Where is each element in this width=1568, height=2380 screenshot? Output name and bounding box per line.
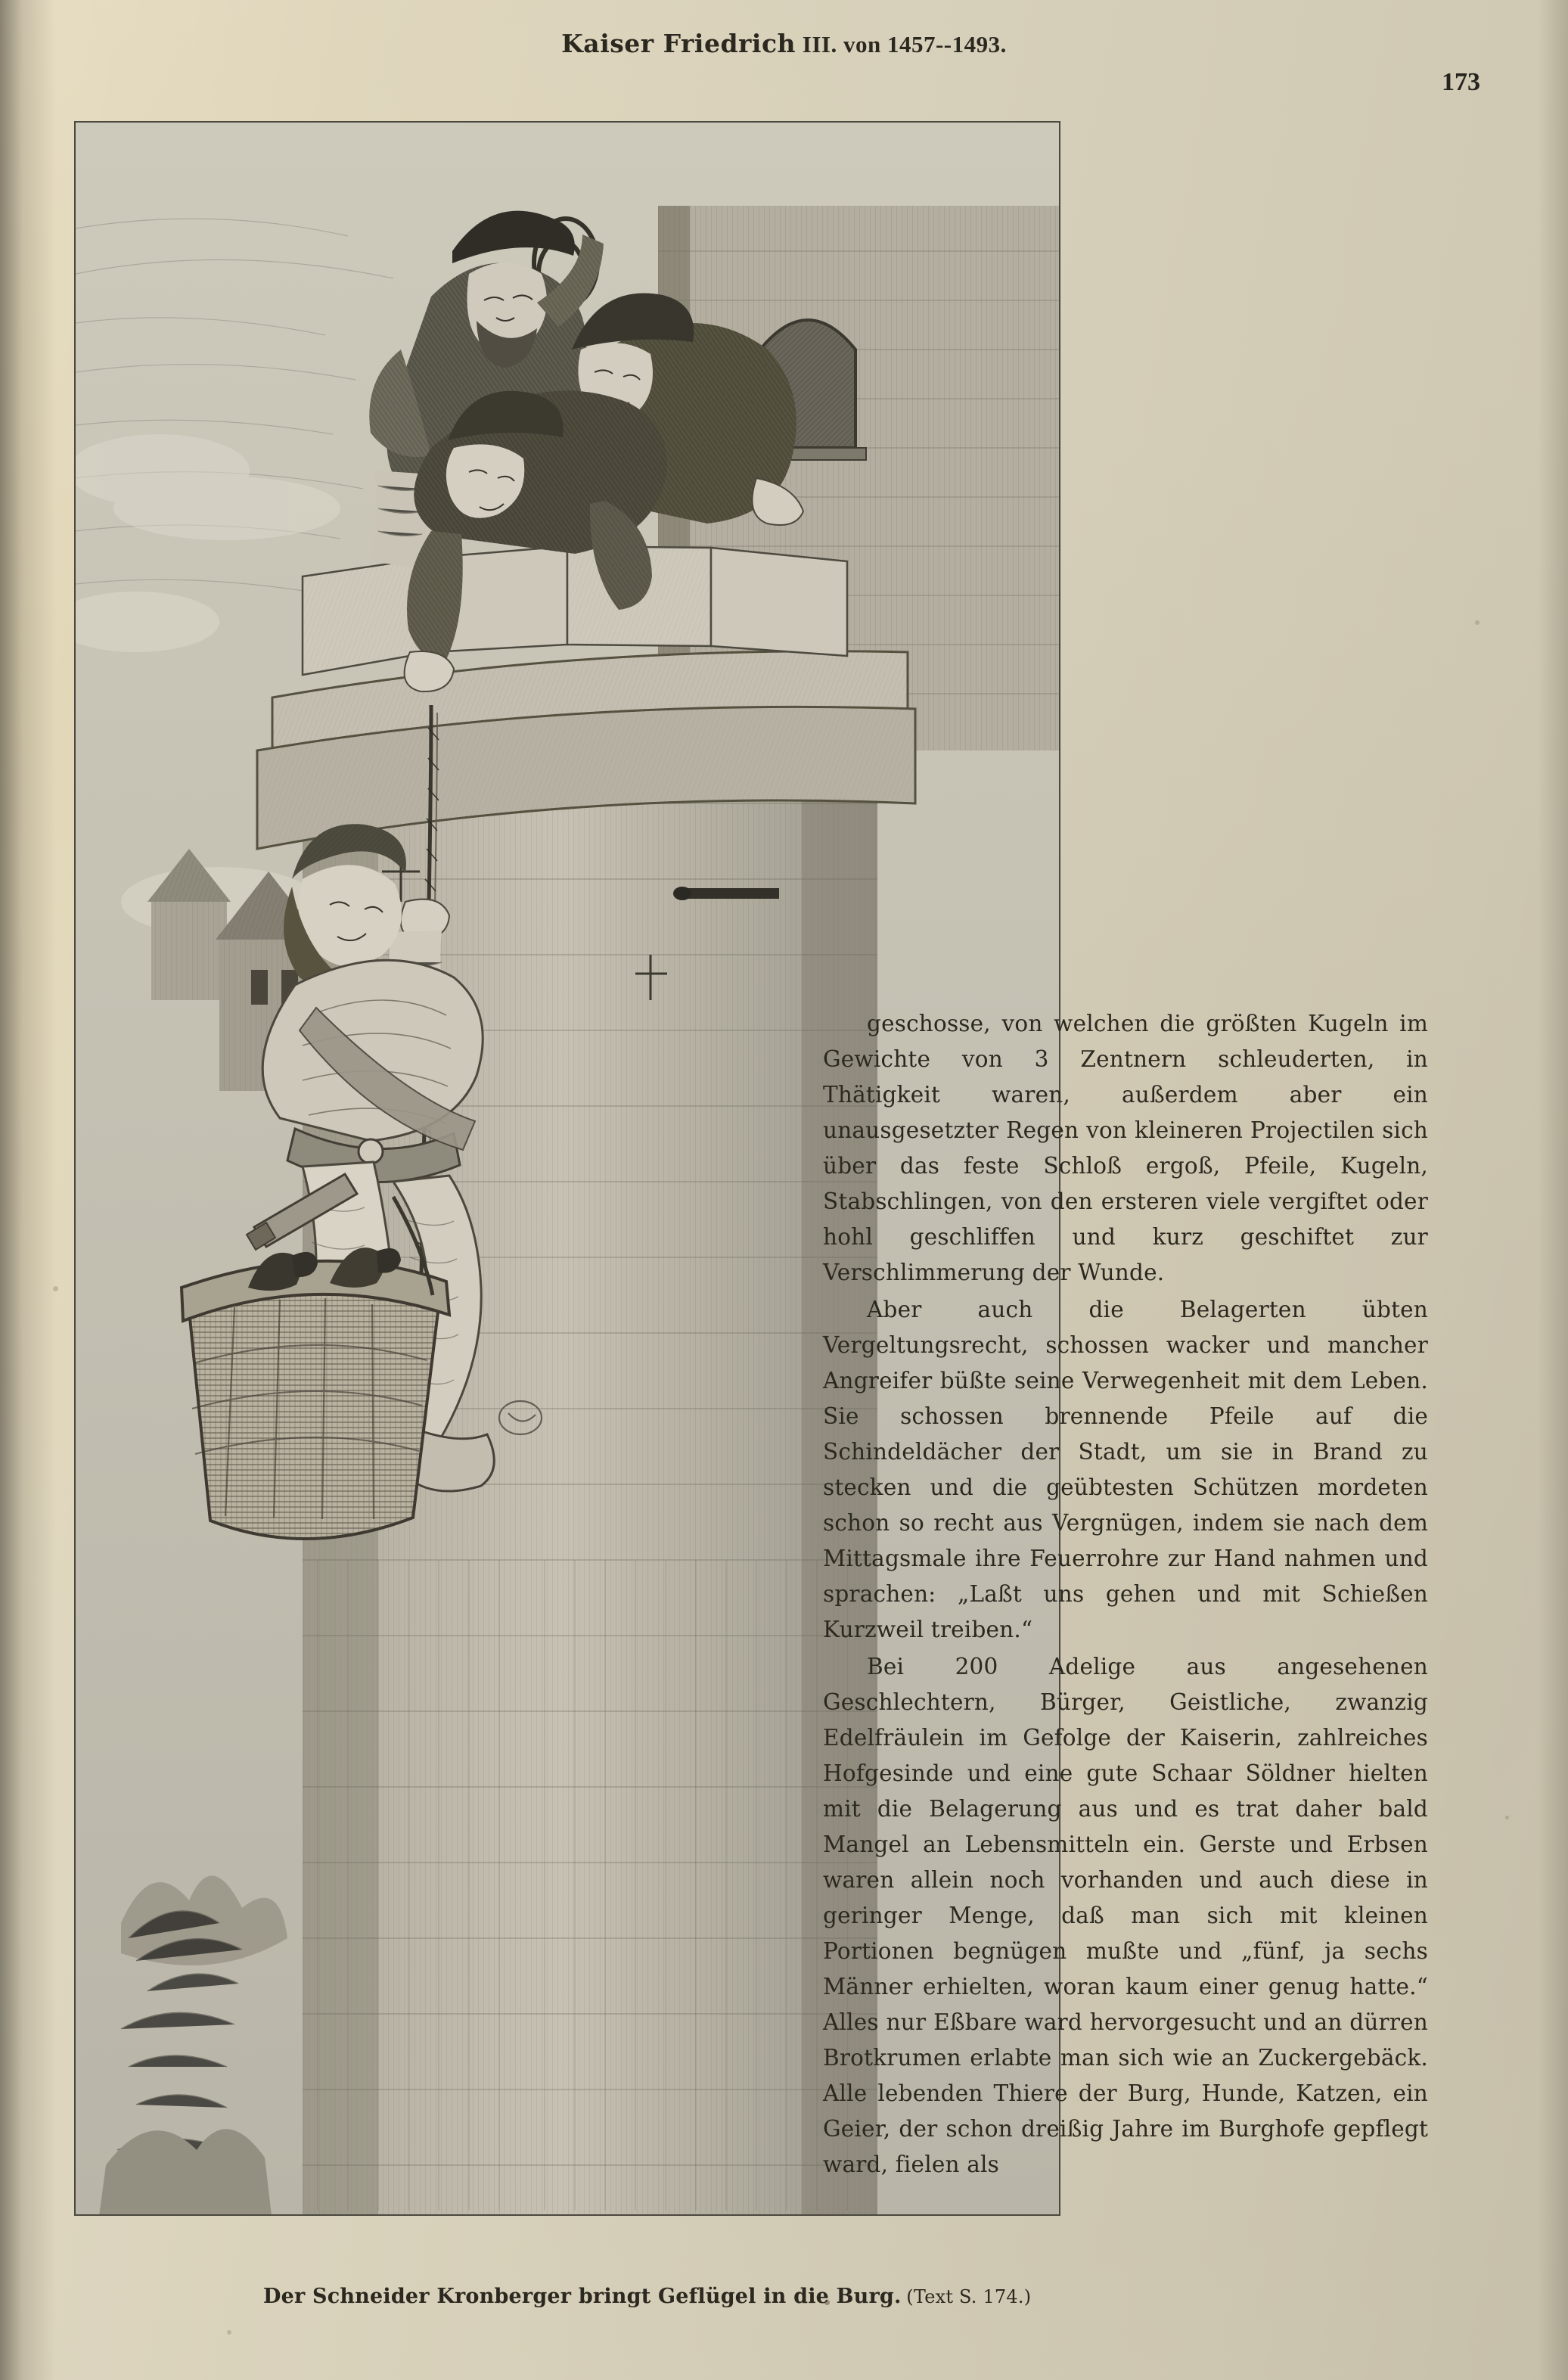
running-head-title: Kaiser Friedrich: [561, 29, 796, 58]
paper-speckle: [53, 1286, 58, 1291]
figure-caption: [263, 2285, 1095, 2308]
paragraph: Aber auch die Belagerten übten Vergeltungsrecht, schossen wacker und mancher Angreifer büßte seine Verwegenheit mit dem Leben. Sie schossen brennende Pfeile auf die Schindeldächer der Stadt, um sie in Brand zu stecken und die geübtesten Schützen mordeten schon so recht aus Vergnügen, indem sie nach dem Mittagsmale ihre Feuerrohre zur Hand nahmen und sprachen: „Laßt uns gehen und mit Schießen Kurzweil treiben.“: [823, 1297, 1428, 1642]
paper-speckle: [1505, 1816, 1509, 1819]
paragraph: Bei 200 Adelige aus angesehenen Geschlechtern, Bürger, Geistliche, zwanzig Edelfräulein im Gefolge der Kaiserin, zahlreiches Hofgesinde und eine gute Schaar Söldner hielten mit die Belagerung aus und es trat daher bald Mangel an Lebensmitteln ein. Gerste und Erbsen waren allein noch vorhanden und auch diese in geringer Menge, daß man sich mit kleinen Portionen begnügen mußte und „fünf, ja sechs Männer erhielten, woran kaum einer genug hatte.“ Alles nur Eßbare ward hervorgesucht und an dürren Brotkrumen erlabte man sich wie an Zuckergebäck. Alle lebenden Thiere der Burg, Hunde, Katzen, ein Geier, der schon dreißig Jahre im Burghofe gepflegt ward, fielen als: [823, 1654, 1428, 2177]
paper-speckle: [824, 2300, 830, 2305]
page-edge-shadow: [1538, 0, 1568, 2380]
paper-speckle: [227, 2330, 231, 2335]
figure-caption-reference: (Text S. 174.): [906, 2286, 1032, 2307]
paragraph: geschosse, von welchen die größten Kugeln im Gewichte von 3 Zentnern schleuderten, in Thätigkeit waren, außerdem aber ein unausgesetzter Regen von kleineren Projectilen sich über das feste Schloß ergoß, Pfeile, Kugeln, Stabschlingen, von den ersteren viele vergiftet oder hohl geschliffen und kurz geschiftet zur Verschlimmerung der Wunde.: [823, 1011, 1428, 1285]
binding-shadow: [0, 0, 56, 2380]
body-text-column: [823, 1006, 1428, 2184]
figure-caption-text: Der Schneider Kronberger bringt Geflügel in die Burg.: [263, 2285, 902, 2308]
running-head: [0, 29, 1568, 59]
running-head-reign: III. von 1457--1493.: [802, 31, 1007, 57]
paper-speckle: [1475, 620, 1480, 625]
page-number: 173: [1442, 68, 1480, 96]
